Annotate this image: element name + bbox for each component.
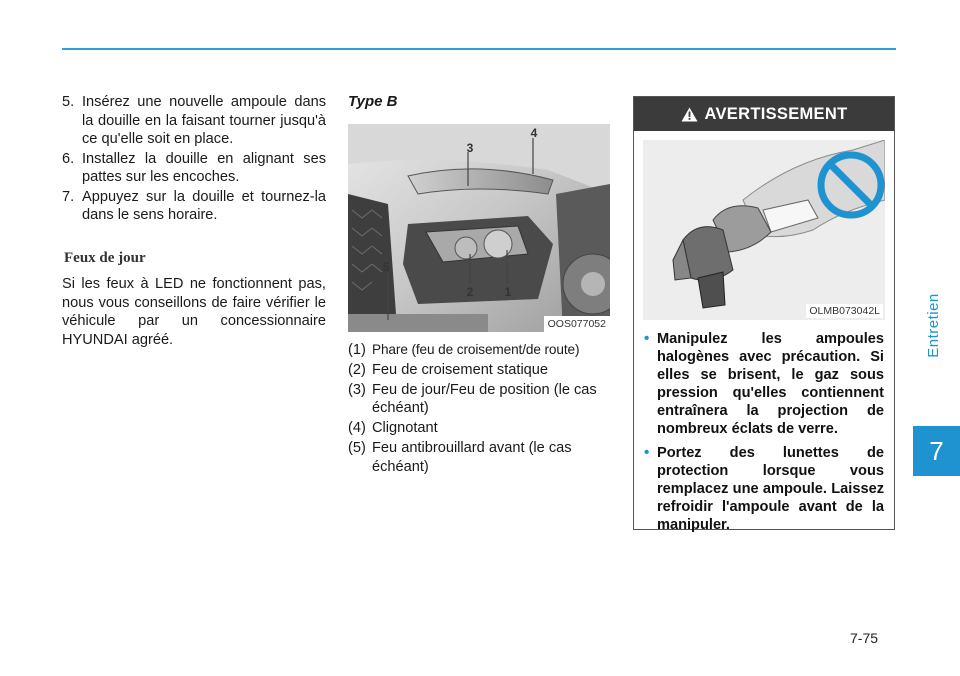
car-front-illustration bbox=[348, 124, 610, 332]
step-text: Appuyez sur la douille et tournez-la dans le sens horaire. bbox=[82, 188, 326, 223]
figure-code: OOS077052 bbox=[544, 316, 610, 332]
legend-number: (4) bbox=[348, 420, 366, 436]
legend-number: (3) bbox=[348, 381, 366, 398]
warning-text: Manipulez les ampoules halogènes avec précaution. Si elles se brisent, le gaz sous pression qu'elles contiennent entraînera la projection de nombreux éclats de verre. bbox=[657, 331, 884, 437]
step-number: 6. bbox=[62, 150, 75, 167]
legend-item bbox=[348, 381, 614, 418]
figure-title: Type B bbox=[348, 93, 398, 110]
legend-text: Feu antibrouillard avant (le cas échéant) bbox=[372, 440, 572, 475]
legend-number: (2) bbox=[348, 361, 366, 378]
legend-number: (1) bbox=[348, 341, 366, 358]
step-item bbox=[62, 150, 326, 187]
callout-3: 3 bbox=[466, 140, 474, 155]
legend-text: Clignotant bbox=[372, 420, 438, 436]
middle-column bbox=[348, 93, 614, 478]
warning-item bbox=[644, 330, 884, 438]
callout-1: 1 bbox=[504, 284, 512, 299]
callout-5: 5 bbox=[382, 259, 390, 274]
legend-text: Phare (feu de croisement/de route) bbox=[372, 341, 580, 357]
figure-legend bbox=[348, 341, 614, 477]
bullet-icon: • bbox=[644, 444, 650, 461]
page-number: 7-75 bbox=[850, 630, 879, 646]
warning-list bbox=[644, 330, 884, 534]
figure-code: OLMB073042L bbox=[806, 304, 883, 318]
section-side-label bbox=[913, 230, 953, 420]
header-rule bbox=[62, 48, 896, 50]
step-text: Installez la douille en alignant ses pattes sur les encoches. bbox=[82, 150, 326, 185]
warning-text: Portez des lunettes de protection lorsque vous remplacez une ampoule. Laissez refroidir l'ampoule avant de la manipuler. bbox=[657, 445, 884, 533]
step-item bbox=[62, 188, 326, 225]
callout-2: 2 bbox=[466, 284, 474, 299]
headlamp-figure bbox=[348, 124, 610, 332]
warning-item bbox=[644, 444, 884, 534]
chapter-number: 7 bbox=[929, 435, 944, 466]
legend-item bbox=[348, 439, 614, 476]
warning-triangle-icon bbox=[681, 107, 698, 122]
left-column bbox=[62, 93, 326, 349]
section-subheading: Feux de jour bbox=[64, 249, 146, 266]
hand-bulb-illustration bbox=[643, 140, 885, 320]
step-text: Insérez une nouvelle ampoule dans la douille en la faisant tourner jusqu'à ce qu'elle soit en place. bbox=[82, 94, 326, 147]
step-item bbox=[62, 93, 326, 149]
legend-item bbox=[348, 419, 614, 438]
step-number: 5. bbox=[62, 94, 75, 110]
callout-4: 4 bbox=[530, 125, 538, 140]
chapter-tab[interactable] bbox=[913, 426, 960, 476]
legend-item bbox=[348, 361, 614, 380]
warning-title: AVERTISSEMENT bbox=[704, 104, 848, 123]
step-number: 7. bbox=[62, 188, 75, 205]
legend-number: (5) bbox=[348, 440, 366, 456]
warning-header bbox=[634, 97, 894, 131]
section-label-text: Entretien bbox=[924, 292, 942, 358]
bullet-icon: • bbox=[644, 330, 650, 347]
bulb-figure bbox=[643, 140, 885, 320]
legend-text: Feu de jour/Feu de position (le cas échéant) bbox=[372, 381, 597, 416]
legend-item bbox=[348, 341, 614, 360]
body-paragraph: Si les feux à LED ne fonctionnent pas, nous vous conseillons de faire vérifier le véhicule par un concessionnaire HYUNDAI agréé. bbox=[62, 276, 326, 348]
warning-box bbox=[633, 96, 895, 533]
legend-text: Feu de croisement statique bbox=[372, 361, 549, 378]
